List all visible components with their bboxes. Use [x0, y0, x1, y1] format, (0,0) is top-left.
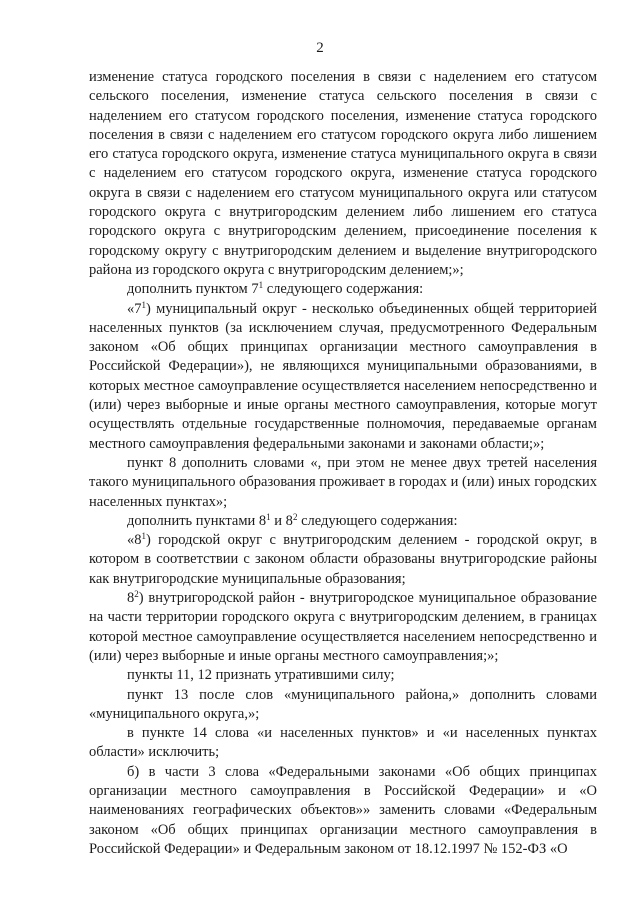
paragraph-urban-district-definition [89, 531, 597, 589]
text-fragment: следующего содержания: [297, 512, 458, 529]
superscript: 2 [134, 589, 139, 600]
paragraph-add-item-7-1 [89, 280, 597, 299]
superscript: 1 [266, 511, 271, 522]
superscript: 1 [141, 531, 146, 542]
paragraph-intracity-district-definition [89, 589, 597, 666]
superscript: 2 [292, 511, 298, 522]
text-fragment: следующего содержания: [263, 281, 424, 298]
superscript: 1 [141, 299, 146, 310]
text-fragment: дополнить пунктом 7 [127, 281, 259, 298]
text-fragment: ) внутригородской район - внутригородское муниципальное образование на части территории городского округа с внутригородским делением, в границах которой местное самоуправление осуществляется населением непосредственно и (или) через выборные и иные органы местного самоуправления;»; [89, 590, 597, 664]
text-fragment: 8 [127, 590, 135, 607]
paragraph-items-11-12-repealed: пункты 11, 12 признать утратившими силу; [127, 667, 395, 684]
text-fragment: ) муниципальный округ - несколько объединенных общей территорией населенных пунктов (за исключением случая, предусмотренного Федеральным законом «Об общих принципах организации местного самоуправления в Российской Федерации»), не являющихся муниципальными образованиями, в которых местное самоуправление осуществляется населением непосредственно и (или) через выборные и иные органы местного самоуправления, которые могут осуществлять отдельные государственные полномочия, передаваемые органам местного самоуправления федеральными законами и законами области;»; [89, 300, 597, 452]
paragraph-add-items-8-1-8-2 [89, 512, 597, 531]
document-body [89, 68, 597, 859]
paragraph-item-14-amendment: в пункте 14 слова «и населенных пунктов» и «и населенных пунктах области» исключить; [89, 725, 597, 761]
text-fragment: «8 [127, 532, 142, 549]
paragraph-status-changes: изменение статуса городского поселения в связи с наделением его статусом сельского поселения, изменение статуса сельского поселения в связи с наделением его статусом городского поселения, изменение статуса городского поселения в связи с наделением его статусом городского округа либо лишением его статуса городского округа, изменение статуса муниципального округа в связи с наделением его статусом городского округа, изменение статуса городского округа в связи с наделением его статусом муниципального округа или статусом городского округа с внутригородским делением либо лишением его статуса городского округа с внутригородским делением, присоединение поселения к городскому округу с внутригородским делением и выделение внутригородского района из городского округа с внутригородским делением;»; [89, 69, 597, 278]
text-fragment: «7 [127, 300, 142, 317]
paragraph-item-13-amendment: пункт 13 после слов «муниципального района,» дополнить словами «муниципального округа,»; [89, 686, 597, 722]
page-number: 2 [316, 40, 324, 56]
superscript: 1 [258, 280, 264, 291]
text-fragment: дополнить пунктами 8 [127, 512, 267, 529]
paragraph-part-3-amendment: б) в части 3 слова «Федеральными законами «Об общих принципах организации местного самоуправления в Российской Федерации» и «О наименованиях географических объектов»» заменить словами «Федеральным законом «Об общих принципах организации местного самоуправления в Российской Федерации» и Федеральным законом от 18.12.1997 № 152-ФЗ «О [89, 763, 597, 857]
text-fragment: и 8 [270, 512, 293, 529]
paragraph-item-8-amendment: пункт 8 дополнить словами «, при этом не менее двух третей населения такого муниципального образования проживает в городах и (или) иных городских населенных пунктах»; [89, 454, 597, 510]
paragraph-municipal-district-definition [89, 300, 597, 454]
text-fragment: ) городской округ с внутригородским делением - городской округ, в котором в соответствии с законом области образованы внутригородские районы как внутригородские муниципальные образования; [89, 532, 597, 587]
